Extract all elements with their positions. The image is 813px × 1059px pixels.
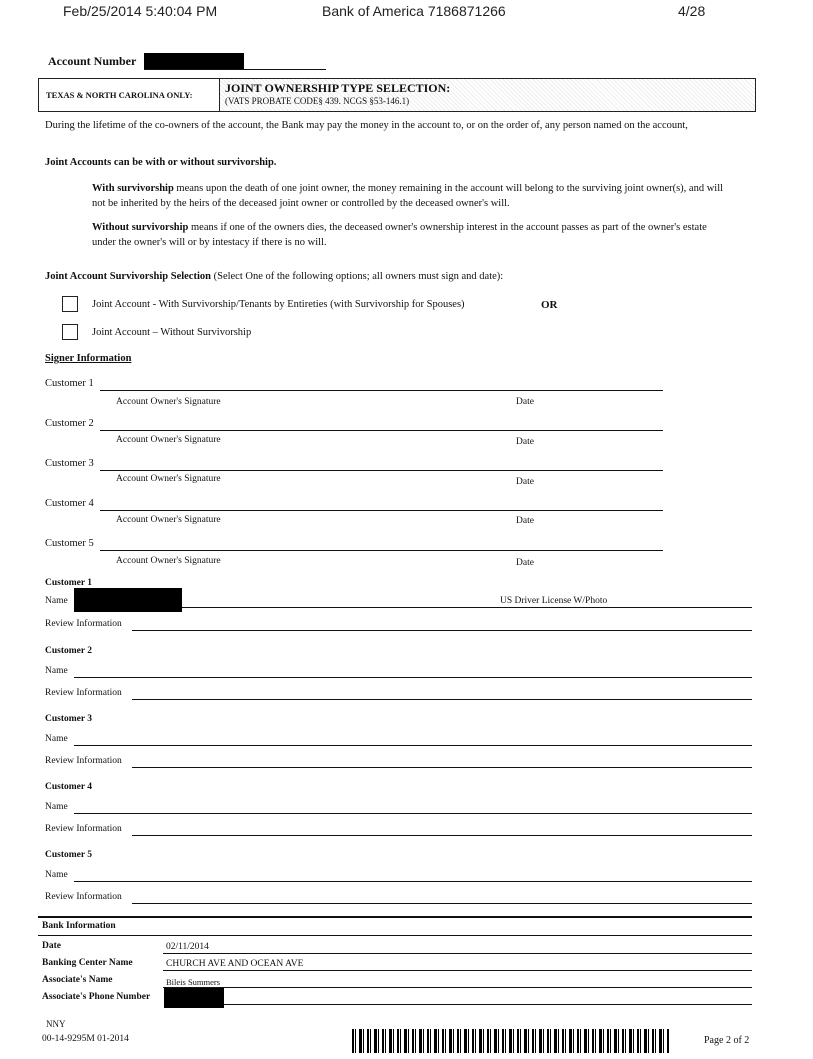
banking-center-line xyxy=(163,970,752,971)
signature-line[interactable] xyxy=(100,430,663,431)
associate-phone-label: Associate's Phone Number xyxy=(42,992,151,1002)
fax-timestamp: Feb/25/2014 5:40:04 PM xyxy=(63,3,218,19)
review-line[interactable] xyxy=(132,699,752,700)
with-survivorship-checkbox[interactable] xyxy=(62,296,78,312)
bank-info-heading-rule xyxy=(38,935,752,936)
signer-customer-label: Customer 4 xyxy=(45,498,94,509)
signature-line[interactable] xyxy=(100,470,663,471)
id-type-value: US Driver License W/Photo xyxy=(500,596,608,606)
signature-line[interactable] xyxy=(100,550,663,551)
fax-page: 4/28 xyxy=(678,3,706,19)
with-survivorship-paragraph xyxy=(92,181,732,211)
name-line[interactable] xyxy=(182,607,752,608)
signer-customer-label: Customer 2 xyxy=(45,418,94,429)
signature-line[interactable] xyxy=(100,510,663,511)
option-without-survivorship-label: Joint Account – Without Survivorship xyxy=(92,327,252,338)
account-number-line xyxy=(144,69,326,70)
review-line[interactable] xyxy=(132,767,752,768)
selection-heading-rest: (Select One of the following options; all owners must sign and date): xyxy=(210,271,504,282)
review-line[interactable] xyxy=(132,835,752,836)
redacted-name xyxy=(74,588,182,612)
signer-customer-label: Customer 1 xyxy=(45,378,94,389)
bank-info-top-rule xyxy=(38,916,752,918)
review-line[interactable] xyxy=(132,630,752,631)
without-survivorship-checkbox[interactable] xyxy=(62,324,78,340)
with-survivorship-term: With survivorship xyxy=(92,183,174,194)
associate-name-value: Bileis Summers xyxy=(166,977,221,987)
selection-heading-bold: Joint Account Survivorship Selection xyxy=(45,271,211,282)
name-label: Name xyxy=(45,734,68,744)
joint-ownership-header xyxy=(38,78,756,112)
customer-heading: Customer 5 xyxy=(45,850,93,860)
name-label: Name xyxy=(45,870,68,880)
signer-customer-label: Customer 3 xyxy=(45,458,94,469)
name-line[interactable] xyxy=(74,745,752,746)
name-line[interactable] xyxy=(74,881,752,882)
date-caption: Date xyxy=(516,477,534,487)
bank-date-value: 02/11/2014 xyxy=(166,942,209,952)
signature-caption: Account Owner's Signature xyxy=(116,515,221,525)
redacted-account-number xyxy=(144,53,244,69)
signer-customer-label: Customer 5 xyxy=(45,538,94,549)
review-label: Review Information xyxy=(45,688,122,698)
review-label: Review Information xyxy=(45,824,122,834)
customer-heading: Customer 1 xyxy=(45,578,93,588)
review-label: Review Information xyxy=(45,619,122,629)
joint-heading: Joint Accounts can be with or without survivorship. xyxy=(45,157,277,168)
date-caption: Date xyxy=(516,558,534,568)
account-number-label: Account Number xyxy=(48,54,137,68)
customer-heading: Customer 4 xyxy=(45,782,93,792)
name-label: Name xyxy=(45,666,68,676)
signature-caption: Account Owner's Signature xyxy=(116,474,221,484)
signature-caption: Account Owner's Signature xyxy=(116,435,221,445)
review-label: Review Information xyxy=(45,756,122,766)
footer-page: Page 2 of 2 xyxy=(704,1035,750,1046)
associate-name-line xyxy=(163,987,752,988)
with-survivorship-text: means upon the death of one joint owner, the money remaining in the account will belong to the surviving joint owner(s), and will not be inherited by the heirs of the deceased joint owner or controlled by the deceased owner's will. xyxy=(92,183,724,209)
signature-line[interactable] xyxy=(100,390,663,391)
date-caption: Date xyxy=(516,397,534,407)
header-title: JOINT OWNERSHIP TYPE SELECTION: xyxy=(225,81,451,95)
bank-date-label: Date xyxy=(42,941,61,951)
associate-phone-line xyxy=(224,1004,752,1005)
footer-code-2: 00-14-9295M 01-2014 xyxy=(42,1034,129,1044)
bank-info-heading: Bank Information xyxy=(42,921,116,931)
signature-caption: Account Owner's Signature xyxy=(116,556,221,566)
redacted-phone xyxy=(164,988,224,1008)
option-or: OR xyxy=(541,299,558,311)
banking-center-label: Banking Center Name xyxy=(42,958,133,968)
customer-heading: Customer 3 xyxy=(45,714,93,724)
fax-sender: Bank of America 7186871266 xyxy=(322,3,506,19)
header-subtitle: (VATS PROBATE CODE§ 439. NCGS §53-146.1) xyxy=(225,96,410,106)
bank-date-line xyxy=(163,953,752,954)
name-line[interactable] xyxy=(74,677,752,678)
name-label: Name xyxy=(45,596,68,606)
review-line[interactable] xyxy=(132,903,752,904)
date-caption: Date xyxy=(516,437,534,447)
barcode xyxy=(352,1029,670,1053)
date-caption: Date xyxy=(516,516,534,526)
signature-caption: Account Owner's Signature xyxy=(116,397,221,407)
intro-paragraph: During the lifetime of the co-owners of the account, the Bank may pay the money in the account to, or on the order of, any person named on the account, xyxy=(45,120,688,131)
selection-heading xyxy=(45,269,503,284)
without-survivorship-paragraph xyxy=(92,220,732,250)
footer-code-1: NNY xyxy=(46,1019,66,1029)
banking-center-value: CHURCH AVE AND OCEAN AVE xyxy=(166,959,304,969)
signer-info-heading: Signer Information xyxy=(45,353,132,364)
texas-nc-label: TEXAS & NORTH CAROLINA ONLY: xyxy=(46,90,193,100)
without-survivorship-term: Without survivorship xyxy=(92,222,189,233)
name-line[interactable] xyxy=(74,813,752,814)
name-label: Name xyxy=(45,802,68,812)
associate-name-label: Associate's Name xyxy=(42,975,113,985)
option-with-survivorship-label: Joint Account - With Survivorship/Tenants by Entireties (with Survivorship for Spouses) xyxy=(92,299,465,310)
without-survivorship-text: means if one of the owners dies, the deceased owner's ownership interest in the account passes as part of the owner's estate under the owner's will or by intestacy if there is no will. xyxy=(92,222,707,248)
customer-heading: Customer 2 xyxy=(45,646,93,656)
review-label: Review Information xyxy=(45,892,122,902)
